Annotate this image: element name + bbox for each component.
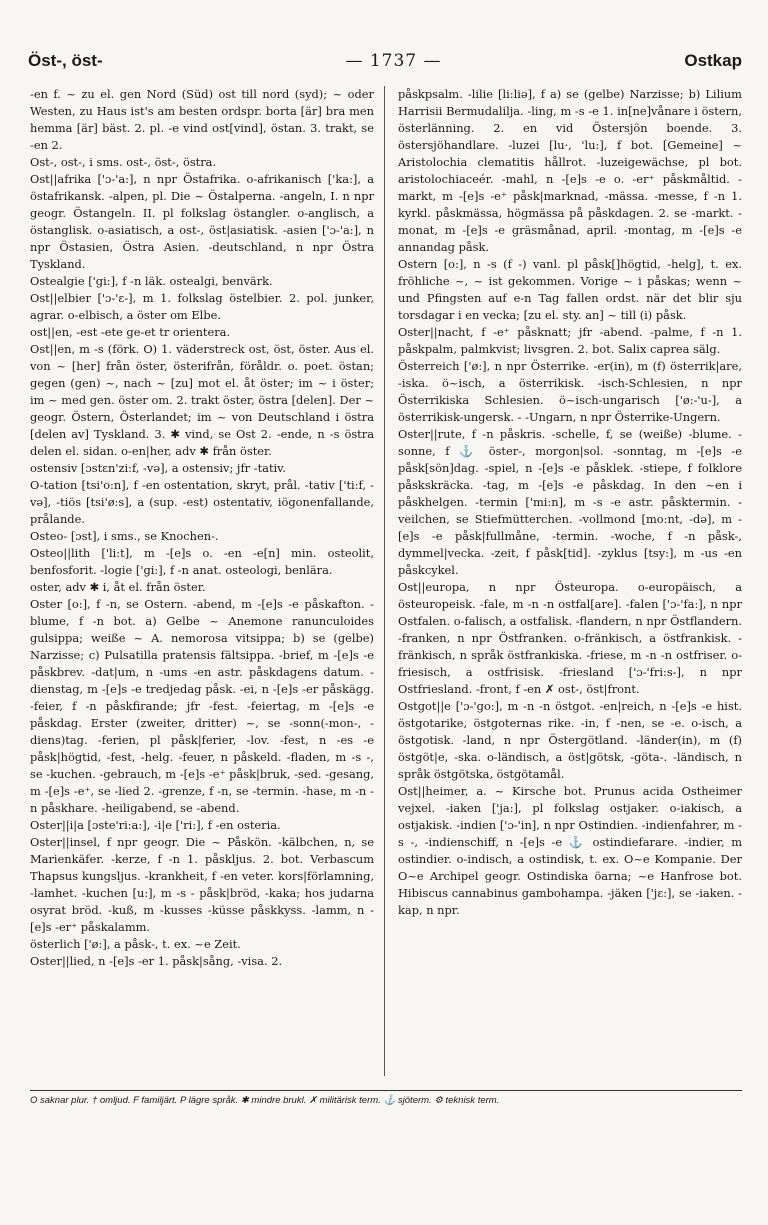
entry-paragraph: O-tation [tsi'o:n], f -en ostentation, skryt, prål. -tativ ['ti:f, -və], -tiös [tsi'ø:s], a (sup. -est) ostentativ, iögonenfallande, prålande. [30, 478, 374, 526]
left-column [30, 86, 374, 1076]
entry-paragraph: Oster||nacht, f -e⁺ påsknatt; jfr -abend. -palme, f -n 1. påskpalm, palmkvist; livsgren. 2. bot. Salix caprea sälg. [398, 325, 742, 356]
page-header [28, 46, 742, 76]
entry-paragraph: Oster||rute, f -n påskris. -schelle, f, se (weiße) -blume. -sonne, f ⚓ öster-, morgon|sol. -sonntag, m -[e]s -e påsk[sön]dag. -spiel, n -[e]s -e påsklek. -stiepe, f folklore påskskräcka. -tag, m -[e]s -e påskdag. In den ~en i påskhelgen. -termin ['mi:n], m -s -e astr. påsktermin. -veilchen, se Stiefmütterchen. -vollmond [mo:nt, -də], m -[e]s -e påsk|fullmåne, -termin. -woche, f -n påsk-, dymmel|vecka. -zeit, f påsk[tid]. -zyklus [tsy:], m -us -en påskcykel. [398, 427, 742, 577]
entry-paragraph: Ost||elbier ['ɔ-'ɛ-], m 1. folkslag östelbier. 2. pol. junker, agrar. o-elbisch, a öster om Elbe. [30, 291, 374, 322]
entry-paragraph: Ostgot||e ['ɔ-'go:], m -n -n östgot. -en|reich, n -[e]s -e hist. östgotarike, östgoternas rike. -in, f -nen, se -e. o-isch, a östgotisk. -land, n npr Östergötland. -länder(in), m (f) östgöt|e, -ska. o-ländisch, a öst|götsk, -göta-. -ländisch, n språk östgötska, östgötamål. [398, 699, 742, 781]
entry-paragraph: Ost||europa, n npr Östeuropa. o-europäisch, a östeuropeisk. -fale, m -n -n ostfal[are]. -falen ['ɔ-'fa:], n npr Ostfalen. o-falisch, a ostfalisk. -flandern, n npr Östflandern. -franken, n npr Östfranken. o-fränkisch, a östfrankisk. -fränkisch, n språk östfrankiska. -friese, m -n -n ostfriser. o-friesisch, a ostfrisisk. -friesland ['ɔ-'fri:s-], n npr Ostfriesland. -front, f -en ✗ ost-, öst|front. [398, 580, 742, 696]
entry-paragraph: österlich ['ø:], a påsk-, t. ex. ~e Zeit. [30, 937, 241, 951]
entry-paragraph: ost||en, -est -ete ge-et tr orientera. [30, 325, 231, 339]
entry-paragraph: Osteo||lith ['li:t], m -[e]s o. -en -e[n] min. osteolit, benfosforit. -logie ['gi:], f -n anat. osteologi, benlära. [30, 546, 374, 577]
entry-paragraph: Oster||insel, f npr geogr. Die ~ Påskön. -kälbchen, n, se Marienkäfer. -kerze, f -n 1. påskljus. 2. bot. Verbascum Thapsus kungsljus. -krankheit, f -en veter. kors|förlamning, -lamhet. -kuchen [u:], m -s - påsk|bröd, -kaka; hos judarna osyrat bröd. -kuß, m -kusses -küsse påskkyss. -lamm, n -[e]s -er⁺ påskalamm. [30, 835, 374, 934]
entry-paragraph: Ost-, ost-, i sms. ost-, öst-, östra. [30, 155, 217, 169]
entry-paragraph: påskpsalm. -lilie [li:liə], f a) se (gelbe) Narzisse; b) Lilium Harrisii Bermudalilja. -ling, m -s -e 1. in[ne]vånare i östern, österlänning. 2. en vid Östersjön boende. 3. östersjöhandlare. -luzei [lu·, 'lu:], f bot. [Gemeine] ~ Aristolochia clematitis hållrot. -luzeigewächse, pl bot. aristolochiaceér. -mahl, n -[e]s -e o. -er⁺ påskmåltid. -markt, m -[e]s -e⁺ påsk|marknad, -mässa. -messe, f -n 1. kyrkl. påskmässa, högmässa på påskdagen. 2. se -markt. -monat, m -[e]s -e gräsmånad, april. -montag, m -[e]s -e annandag påsk. [398, 87, 742, 254]
entry-paragraph: Ost||heimer, a. ~ Kirsche bot. Prunus acida Ostheimer vejxel. -iaken ['ja:], pl folkslag ostjaker. o-iakisch, a ostjakisk. -indien ['ɔ-'in], n npr Ostindien. -indienfahrer, m -s -, -indienschiff, n -[e]s -e ⚓ ostindiefarare. -indier, m ostindier. o-indisch, a ostindisk, t. ex. O~e Kompanie. Der O~e Archipel geogr. Ostindiska öarna; ~e Hanfrose bot. Hibiscus cannabinus gambohampa. -jäken ['jɛ:], se -iaken. -kap, n npr. [398, 784, 742, 917]
entry-paragraph: Ost||en, m -s (förk. O) 1. väderstreck ost, öst, öster. Aus el. von ~ [her] från öster, österifrån, föråldr. o. poet. östan; gegen (gen) ~, nach ~ [zu] mot el. åt öster; im ~ i öster; im ~ med gen. öster om. 2. trakt öster, östra [delen]. Der ~ geogr. Östern, Österlandet; im ~ von Deutschland i östra [delen av] Tyskland. 3. ✱ vind, se Ost 2. -ende, n -s östra delen el. sidan. o-en|her, adv ✱ från öster. [30, 342, 374, 458]
entry-paragraph: Oster||i|a [ɔste'ri:a:], -i|e ['ri:], f -en osteria. [30, 818, 281, 832]
entry-paragraph: -en f. ~ zu el. gen Nord (Süd) ost till nord (syd); ~ oder Westen, zu Haus ist's am besten ordspr. borta [är] bra men hemma [är] bäst. 2. pl. -e vind ost[vind], östan. 3. trakt, se -en 2. [30, 87, 374, 152]
entry-paragraph: ostensiv [ɔstɛn'zi:f, -və], a ostensiv; jfr -tativ. [30, 461, 286, 475]
entry-paragraph: Ost||afrika ['ɔ-'a:], n npr Östafrika. o-afrikanisch ['ka:], a östafrikansk. -alpen, pl. Die ~ Östalperna. -angeln, I. n npr geogr. Östangeln. II. pl folkslag östangler. o-anglisch, a östanglisk. o-asiatisch, a ost-, öst|asiatisk. -asien ['ɔ-'a:], n npr Östasien, Östra Asien. -deutschland, n npr Östra Tyskland. [30, 172, 374, 271]
page-number: — 1737 — [345, 51, 442, 71]
entry-paragraph: oster, adv ✱ i, åt el. från öster. [30, 580, 206, 594]
header-left-guideword: Öst-, öst- [28, 51, 103, 70]
entry-paragraph: Oster||lied, n -[e]s -er 1. påsk|sång, -visa. 2. [30, 954, 283, 968]
entry-paragraph: Ostern [o:], n -s (f -) vanl. pl påsk[]högtid, -helg], t. ex. fröhliche ~, ~ ist gekommen. Vorige ~ i påskas; wenn ~ und Pfingsten auf e-n Tag fallen ordst. när det blir sju torsdagar i en vecka; [zu el. sty. an] ~ till (i) påsk. [398, 257, 742, 322]
right-column [398, 86, 742, 1076]
entry-paragraph: Oster [o:], f -n, se Ostern. -abend, m -[e]s -e påskafton. -blume, f -n bot. a) Gelbe ~ Anemone ranunculoides gulsippa; weiße ~ A. nemorosa vitsippa; b) se (gelbe) Narzisse; c) Pulsatilla pratensis fältsippa. -brief, m -[e]s -e påskbrev. -dat|um, n -ums -en astr. påskdagens datum. -dienstag, m -[e]s -e tredjedag påsk. -ei, n -[e]s -er påskägg. -feier, f -n påskfirande; jfr -fest. -feiertag, m -[e]s -e påskdag. Erster (zweiter, dritter) ~, se -sonn(-mon-, -diens)tag. -ferien, pl påsk|ferier, -lov. -fest, n -es -e påsk|högtid, -fest, -helg. -feuer, n påskeld. -fladen, m -s -, se -kuchen. -gebrauch, m -[e]s -e⁺ påsk|bruk, -sed. -gesang, m -[e]s -e⁺, se -lied 2. -grenze, f -n, se -termin. -hase, m -n -n påskhare. -heiligabend, se -abend. [30, 597, 374, 815]
entry-paragraph: Osteo- [ɔst], i sms., se Knochen-. [30, 529, 219, 543]
entry-paragraph: Ostealgie ['gi:], f -n läk. ostealgi, benvärk. [30, 274, 273, 288]
abbreviation-legend: O saknar plur. † omljud. F familjärt. P lägre språk. ✱ mindre brukl. ✗ militärisk term. ⚓ sjöterm. ⚙ teknisk term. [30, 1090, 742, 1106]
entry-paragraph: Österreich ['ø:], n npr Österrike. -er(in), m (f) österrik|are, -iska. ö~isch, a österrikisk. -isch-Schlesien, n npr Österrikiska Schlesien. ö~isch-ungarisch ['ø:-'u-], a österrikisk-ungersk. - -Ungarn, n npr Österrike-Ungern. [398, 359, 742, 424]
column-divider [384, 86, 385, 1076]
header-right-guideword: Ostkap [684, 51, 742, 70]
